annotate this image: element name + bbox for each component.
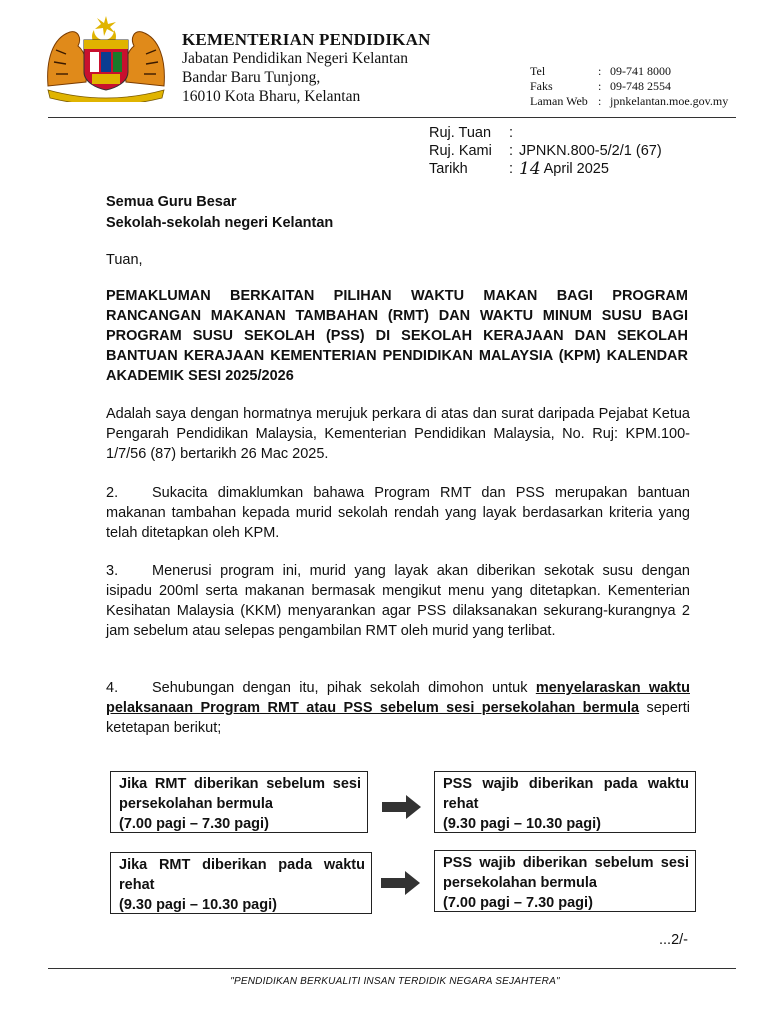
- schedule-box-pss-break: [434, 771, 696, 833]
- recipient-line: Semua Guru Besar: [106, 194, 237, 210]
- box-time: (7.00 pagi – 7.30 pagi): [443, 895, 593, 911]
- contact-value: 09-748 2554: [610, 79, 671, 93]
- footer-divider: [48, 968, 736, 969]
- paragraph-number: 3.: [106, 563, 119, 579]
- contact-row-tel: [530, 64, 728, 79]
- letterhead-address: [182, 30, 431, 106]
- contact-row-fax: [530, 79, 728, 94]
- ref-row-date: [429, 160, 662, 178]
- box-text: Jika RMT diberikan sebelum sesi persekolahan bermula: [119, 776, 361, 812]
- header-divider: [48, 117, 736, 118]
- recipient-block: [106, 192, 333, 234]
- coat-of-arms-icon: [42, 16, 170, 102]
- ref-separator: :: [509, 143, 514, 159]
- handwritten-day: 14: [519, 159, 541, 179]
- paragraph-number: 4.: [106, 680, 119, 696]
- recipient-line: Sekolah-sekolah negeri Kelantan: [106, 215, 334, 231]
- contact-label: Tel: [530, 64, 546, 78]
- contact-row-web: [530, 94, 728, 109]
- box-text: Jika RMT diberikan pada waktu rehat: [119, 857, 365, 893]
- ref-separator: :: [509, 125, 514, 141]
- schedule-box-pss-morning: [434, 850, 696, 912]
- address-line: 16010 Kota Bharu, Kelantan: [182, 88, 361, 105]
- contact-label: Laman Web: [530, 94, 588, 108]
- schedule-box-rmt-break: [110, 852, 372, 914]
- paragraph-text: seperti ketetapan berikut;: [106, 700, 690, 736]
- contact-separator: :: [598, 94, 602, 108]
- paragraph-1: Adalah saya dengan hormatnya merujuk perkara di atas dan surat daripada Pejabat Ketua Pengarah Pendidikan Malaysia, Kementerian Pendidikan Malaysia, No. Ruj: KPM.100-1/7/56 (87) bertarikh 26 Mac 2025.: [106, 406, 690, 462]
- ref-separator: :: [509, 161, 514, 177]
- date-month-year: April 2025: [543, 161, 609, 177]
- box-text: PSS wajib diberikan pada waktu rehat: [443, 776, 689, 812]
- website-link[interactable]: jpnkelantan.moe.gov.my: [610, 94, 729, 108]
- contact-label: Faks: [530, 79, 553, 93]
- page-continuation: ...2/-: [659, 932, 689, 948]
- date-label: Tarikh: [429, 161, 468, 177]
- box-time: (9.30 pagi – 10.30 pagi): [119, 897, 277, 913]
- emphasis-underline: menyelaraskan waktu pelaksanaan Program RMT atau PSS sebelum sesi persekolahan bermula: [106, 680, 690, 716]
- contact-separator: :: [598, 79, 602, 93]
- contact-block: [530, 64, 728, 109]
- paragraph-text: Sukacita dimaklumkan bahawa Program RMT dan PSS merupakan bantuan makanan tambahan kepada murid sekolah rendah yang layak berdasarkan kriteria yang telah ditetapkan oleh KPM.: [106, 485, 690, 541]
- ref-row-tuan: [429, 124, 662, 142]
- paragraph-4: [106, 678, 690, 738]
- address-line: Bandar Baru Tunjong,: [182, 69, 321, 86]
- footer-motto: "PENDIDIKAN BERKUALITI INSAN TERDIDIK NEGARA SEJAHTERA": [230, 976, 560, 987]
- right-arrow-icon: [381, 870, 421, 896]
- paragraph-2: [106, 483, 690, 543]
- box-time: (9.30 pagi – 10.30 pagi): [443, 816, 601, 832]
- ministry-name: KEMENTERIAN PENDIDIKAN: [182, 30, 431, 49]
- box-text: PSS wajib diberikan sebelum sesi persekolahan bermula: [443, 855, 689, 891]
- schedule-box-rmt-morning: [110, 771, 368, 833]
- box-time: (7.00 pagi – 7.30 pagi): [119, 816, 269, 832]
- ref-label: Ruj. Tuan: [429, 125, 492, 141]
- reference-block: [429, 124, 662, 178]
- ref-value: JPNKN.800-5/2/1 (67): [519, 143, 662, 159]
- subject-heading: PEMAKLUMAN BERKAITAN PILIHAN WAKTU MAKAN BAGI PROGRAM RANCANGAN MAKANAN TAMBAHAN (RMT) DAN WAKTU MINUM SUSU BAGI PROGRAM SUSU SEKOLAH (PSS) DI SEKOLAH KERAJAAN DAN SEKOLAH BANTUAN KERAJAAN KEMENTERIAN PENDIDIKAN MALAYSIA (KPM) KALENDAR AKADEMIK SESI 2025/2026: [106, 288, 688, 384]
- paragraph-number: 2.: [106, 485, 119, 501]
- ref-label: Ruj. Kami: [429, 143, 492, 159]
- ref-row-kami: [429, 142, 662, 160]
- address-line: Jabatan Pendidikan Negeri Kelantan: [182, 50, 408, 67]
- paragraph-3: [106, 561, 690, 641]
- right-arrow-icon: [382, 794, 422, 820]
- salutation: Tuan,: [106, 252, 143, 268]
- paragraph-text: Sehubungan dengan itu, pihak sekolah dimohon untuk: [152, 680, 536, 696]
- paragraph-text: Menerusi program ini, murid yang layak akan diberikan sekotak susu dengan isipadu 200ml serta makanan bermasak mengikut menu yang ditetapkan. Kementerian Kesihatan Malaysia (KKM) menyarankan agar PSS dilaksanakan sekurang-kurangnya 2 jam sebelum atau selepas pengambilan RMT oleh murid yang terlibat.: [106, 563, 690, 639]
- contact-value: 09-741 8000: [610, 64, 671, 78]
- contact-separator: :: [598, 64, 602, 78]
